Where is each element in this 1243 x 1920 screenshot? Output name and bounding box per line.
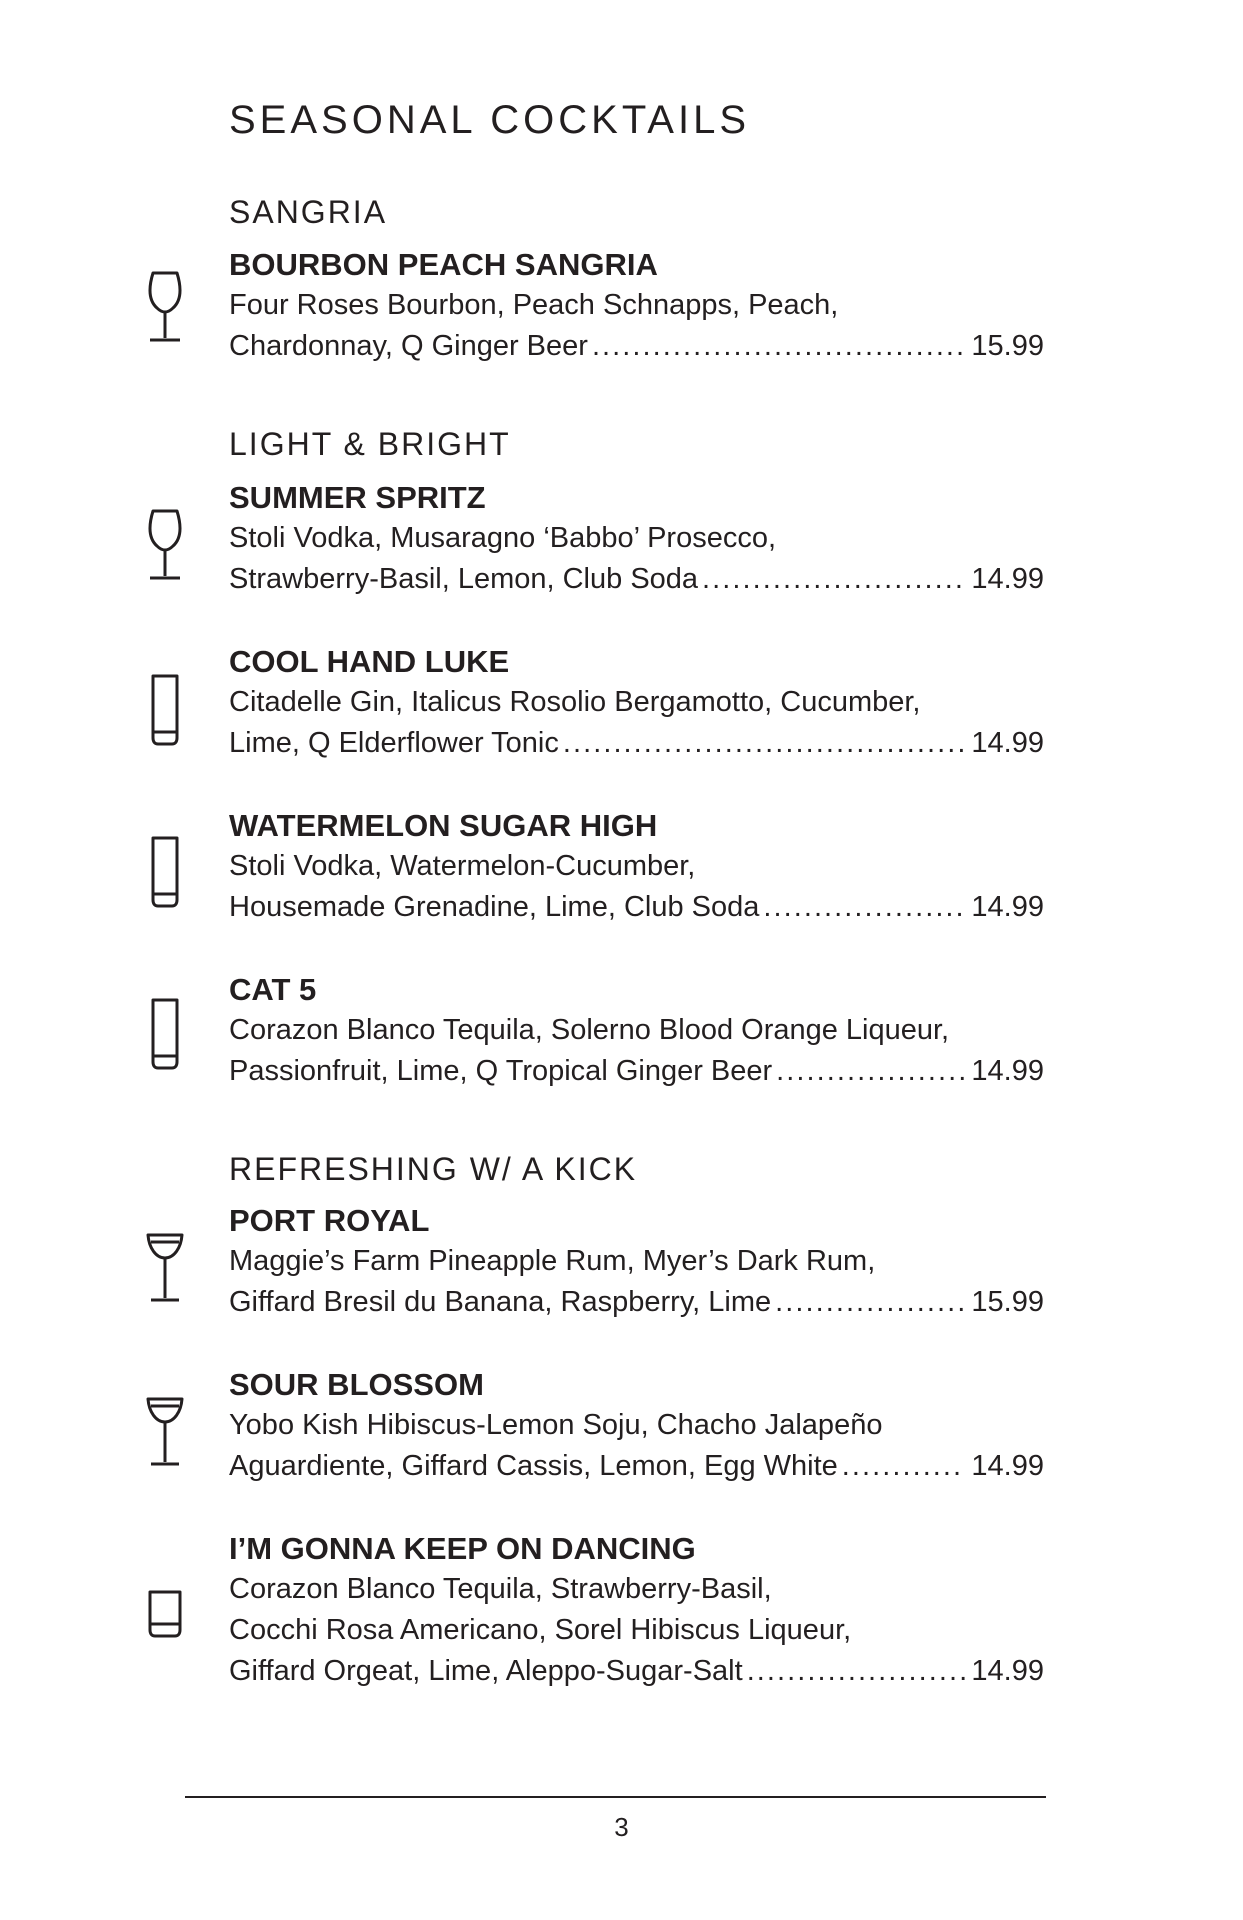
dot-leader (842, 1446, 966, 1487)
highball-glass-icon (145, 996, 185, 1070)
menu-item (229, 1364, 1044, 1487)
item-price-line (229, 1282, 1044, 1323)
item-price-line (229, 326, 1044, 367)
highball-glass-icon (145, 834, 185, 908)
section-heading-sangria: SANGRIA (229, 194, 388, 230)
item-name: WATERMELON SUGAR HIGH (229, 808, 658, 843)
item-description: Lime, Q Elderflower Tonic (229, 727, 559, 759)
item-price-line (229, 723, 1044, 764)
item-description: Yobo Kish Hibiscus-Lemon Soju, Chacho Jalapeño (229, 1409, 883, 1441)
item-price: 14.99 (971, 1055, 1044, 1087)
wine-glass-icon (145, 270, 185, 344)
dot-leader (702, 559, 965, 600)
page-number: 3 (614, 1812, 629, 1842)
menu-item (229, 1200, 1044, 1323)
section-heading-light-bright: LIGHT & BRIGHT (229, 426, 511, 462)
item-price-line (229, 1051, 1044, 1092)
item-price: 14.99 (971, 563, 1044, 595)
item-description: Stoli Vodka, Musaragno ‘Babbo’ Prosecco, (229, 522, 777, 554)
item-description: Corazon Blanco Tequila, Strawberry-Basil, (229, 1573, 772, 1605)
item-price: 14.99 (971, 727, 1044, 759)
page-title: SEASONAL COCKTAILS (229, 98, 751, 142)
item-description: Housemade Grenadine, Lime, Club Soda (229, 891, 760, 923)
item-price: 14.99 (971, 1655, 1044, 1687)
menu-item (229, 477, 1044, 600)
item-description: Cocchi Rosa Americano, Sorel Hibiscus Liqueur, (229, 1614, 852, 1646)
item-name: BOURBON PEACH SANGRIA (229, 247, 658, 282)
coupe-glass-icon (145, 1232, 185, 1306)
item-price-line (229, 559, 1044, 600)
rocks-glass-icon (145, 1578, 185, 1652)
item-name: I’M GONNA KEEP ON DANCING (229, 1531, 696, 1566)
item-name: SUMMER SPRITZ (229, 480, 486, 515)
item-description: Stoli Vodka, Watermelon-Cucumber, (229, 850, 696, 882)
item-name: COOL HAND LUKE (229, 644, 510, 679)
dot-leader (592, 326, 965, 367)
section-heading-refreshing: REFRESHING W/ A KICK (229, 1151, 638, 1187)
dot-leader (763, 887, 965, 928)
coupe-glass-icon (145, 1396, 185, 1470)
dot-leader (775, 1282, 965, 1323)
wine-glass-icon (145, 508, 185, 582)
dot-leader (747, 1651, 966, 1692)
footer-divider (185, 1796, 1046, 1798)
item-description: Strawberry-Basil, Lemon, Club Soda (229, 563, 699, 595)
item-description: Aguardiente, Giffard Cassis, Lemon, Egg White (229, 1450, 838, 1482)
item-price: 15.99 (971, 330, 1044, 362)
item-name: CAT 5 (229, 972, 317, 1007)
menu-item (229, 244, 1044, 367)
item-description: Maggie’s Farm Pineapple Rum, Myer’s Dark Rum, (229, 1245, 876, 1277)
menu-item (229, 1528, 1044, 1692)
item-price-line (229, 1651, 1044, 1692)
item-price-line (229, 1446, 1044, 1487)
item-description: Chardonnay, Q Ginger Beer (229, 330, 588, 362)
item-description: Passionfruit, Lime, Q Tropical Ginger Beer (229, 1055, 773, 1087)
item-description: Four Roses Bourbon, Peach Schnapps, Peach, (229, 289, 839, 321)
item-description: Citadelle Gin, Italicus Rosolio Bergamotto, Cucumber, (229, 686, 921, 718)
menu-item (229, 805, 1044, 928)
menu-item (229, 969, 1044, 1092)
highball-glass-icon (145, 672, 185, 746)
item-price-line (229, 887, 1044, 928)
item-price: 14.99 (971, 1450, 1044, 1482)
item-description: Corazon Blanco Tequila, Solerno Blood Orange Liqueur, (229, 1014, 950, 1046)
dot-leader (563, 723, 966, 764)
item-price: 15.99 (971, 1286, 1044, 1318)
menu-item (229, 641, 1044, 764)
item-price: 14.99 (971, 891, 1044, 923)
item-description: Giffard Bresil du Banana, Raspberry, Lime (229, 1286, 772, 1318)
item-name: PORT ROYAL (229, 1203, 430, 1238)
item-description: Giffard Orgeat, Lime, Aleppo-Sugar-Salt (229, 1655, 743, 1687)
dot-leader (776, 1051, 965, 1092)
item-name: SOUR BLOSSOM (229, 1367, 484, 1402)
